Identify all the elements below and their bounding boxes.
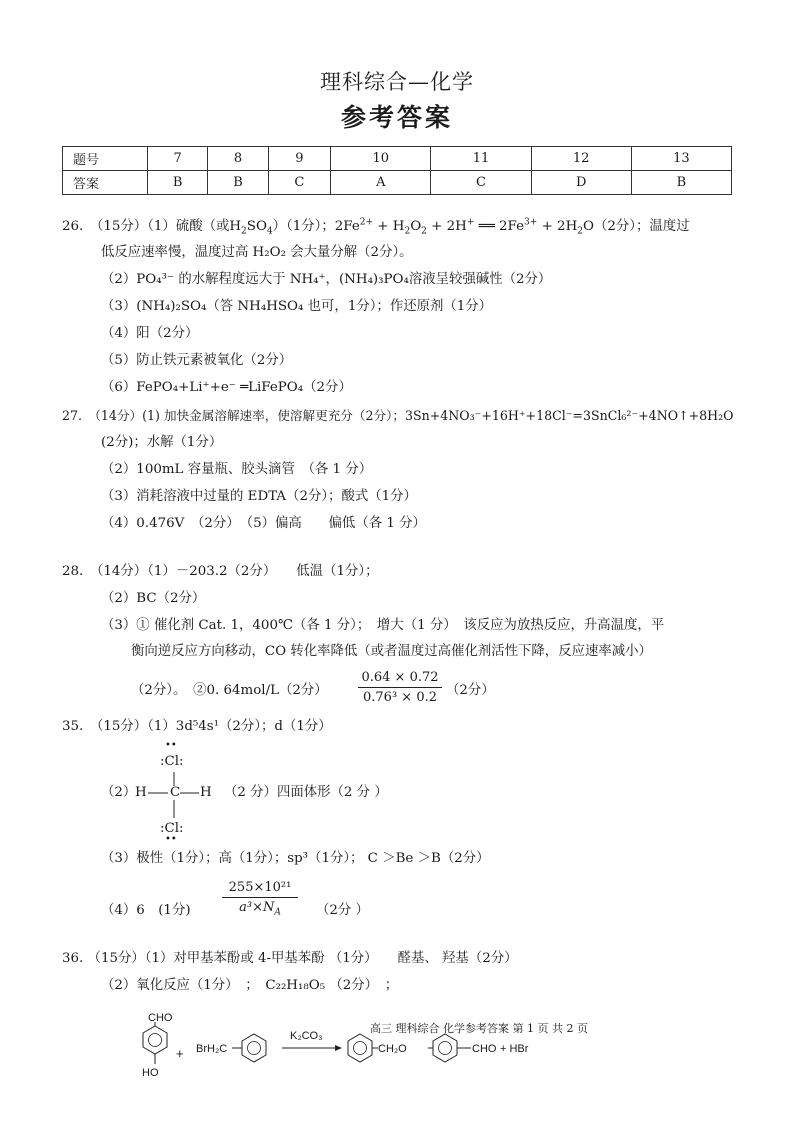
q28-line-2: （2）BC（2分） bbox=[101, 591, 206, 606]
q27-line-1: 27. （14分）(1) 加快金属溶解速率，使溶解更充分（2分）；3Sn+4NO₃⁻+16H⁺+18Cl⁻=3SnCl₆²⁻+4NO↑+8H₂O bbox=[62, 408, 734, 423]
q28-line-3: （3）① 催化剂 Cat. 1，400℃（各 1 分）； 增大（1 分） 该反应为放热反应，升高温度，平 bbox=[101, 618, 665, 633]
question-number: 7 bbox=[148, 147, 208, 171]
question-number: 13 bbox=[631, 147, 731, 171]
structure-cl-bottom: :Cl: bbox=[160, 821, 184, 836]
fraction-denominator: $a^3\times N_A$ bbox=[239, 900, 281, 918]
q35-line-4-end: （2分 ） bbox=[316, 903, 369, 918]
answer-cell: B bbox=[208, 171, 268, 195]
structure-h-left: H bbox=[135, 785, 147, 800]
byproduct-label: + HBr bbox=[500, 1043, 529, 1055]
q26-line-6: （5）防止铁元素被氧化（2分） bbox=[101, 353, 293, 368]
page-title: 理科综合—化学 bbox=[320, 70, 474, 94]
q36-line-2: （2）氧化反应（1分） ； C₂₂H₁₈O₅ （2分） ； bbox=[101, 978, 399, 993]
answer-cell: D bbox=[531, 171, 631, 195]
question-number: 9 bbox=[268, 147, 331, 171]
question-number: 11 bbox=[431, 147, 531, 171]
structure-bonds bbox=[145, 768, 205, 824]
page-footer: 高三 理科综合 化学参考答案 第 1 页 共 2 页 bbox=[370, 1022, 588, 1035]
product-cho-label: CHO bbox=[472, 1043, 497, 1055]
q26-line-1: 26. （15分）（1）硫酸（或$H_2SO_4)(1$分）；$2Fe^{2+} + H_2O_2 + 2H^+$ ══ $2Fe^{3+} + 2H_2O(2$分）；温度过 bbox=[62, 217, 690, 237]
q28-line-5-end: （2分） bbox=[446, 683, 495, 698]
fraction-numerator: 0.64 × 0.72 bbox=[361, 670, 439, 685]
fraction-numerator: 255×10²¹ bbox=[228, 880, 292, 895]
q28-line-4: 衡向逆反应方向移动，CO 转化率降低（或者温度过高催化剂活性下降，反应速率减小） bbox=[131, 644, 652, 659]
answer-cell: B bbox=[148, 171, 208, 195]
fraction-bar bbox=[222, 897, 298, 898]
answer-cell: A bbox=[331, 171, 431, 195]
reactant-cho-label: CHO bbox=[148, 1012, 173, 1024]
lone-pair-dots: •• bbox=[165, 740, 177, 751]
q35-line-2-text: （2 分）四面体形（2 分 ） bbox=[224, 785, 388, 800]
q35-line-4-label: （4）6 (1分) bbox=[101, 903, 191, 918]
q35-line-2-label: （2） bbox=[101, 785, 137, 800]
row-header: 题号 bbox=[63, 147, 148, 171]
plus-sign: + bbox=[176, 1046, 184, 1061]
q36-line-1: 36. （15分）（1）对甲基苯酚或 4-甲基苯酚 （1分） 醛基、 羟基（2分） bbox=[62, 951, 518, 966]
q28-line-1: 28. （14分）（1）－203.2（2分） 低温（1分）； bbox=[62, 564, 379, 579]
structure-h-right: H bbox=[200, 785, 212, 800]
page-subtitle: 参考答案 bbox=[340, 103, 453, 132]
question-number: 12 bbox=[531, 147, 631, 171]
q35-fraction bbox=[222, 880, 298, 918]
structure-c: C bbox=[170, 785, 181, 800]
product-ch2o-label: CH₂O bbox=[378, 1043, 407, 1055]
q26-line-3: （2）PO₄³⁻ 的水解程度远大于 NH₄⁺，(NH₄)₃PO₄溶液呈较强碱性（2分） bbox=[101, 272, 552, 287]
fraction-denominator: 0.76³ × 0.2 bbox=[363, 690, 437, 705]
answer-cell: C bbox=[431, 171, 531, 195]
q27-line-5: （4）0.476V （2分） （5）偏高 偏低（各 1 分） bbox=[101, 516, 426, 531]
answer-table bbox=[62, 146, 732, 195]
table-row bbox=[63, 171, 732, 195]
answer-cell: C bbox=[268, 171, 331, 195]
reagent-brh2c-label: BrH₂C bbox=[196, 1043, 228, 1055]
reactant-ho-label: HO bbox=[142, 1067, 159, 1079]
question-number: 8 bbox=[208, 147, 268, 171]
fraction-bar bbox=[358, 687, 442, 688]
q26-line-7: （6）FePO₄+Li⁺+e⁻ ═LiFePO₄（2分） bbox=[101, 380, 352, 395]
lone-pair-dots: •• bbox=[165, 834, 177, 845]
q28-line-5: （2分）。 ②0. 64mol/L（2分） bbox=[131, 683, 328, 698]
q27-line-4: （3）消耗溶液中过量的 EDTA（2分）；酸式（1分） bbox=[101, 489, 417, 504]
q35-line-3: （3）极性（1分）；高（1分）；sp³（1分）； C ＞Be ＞B（2分） bbox=[101, 851, 490, 866]
q26-line-4: （3）(NH₄)₂SO₄（答 NH₄HSO₄ 也可，1分）；作还原剂（1分） bbox=[101, 299, 493, 314]
q26-line-2: 低反应速率慢，温度过高 H₂O₂ 会大量分解（2分）。 bbox=[101, 245, 413, 260]
catalyst-label: K₂CO₃ bbox=[290, 1030, 323, 1042]
answer-cell: B bbox=[631, 171, 731, 195]
q27-line-2: (2分)；水解（1分） bbox=[101, 435, 223, 450]
row-header: 答案 bbox=[63, 171, 148, 195]
q26-line-5: （4）阳（2分） bbox=[101, 326, 199, 341]
q35-line-1: 35. （15分）（1）3d⁵4s¹（2分）；d（1分） bbox=[62, 719, 332, 734]
structure-cl-top: :Cl: bbox=[160, 754, 184, 769]
q28-fraction bbox=[358, 670, 442, 705]
table-row bbox=[63, 147, 732, 171]
q27-line-3: （2）100mL 容量瓶、胶头滴管 （各 1 分） bbox=[101, 462, 373, 477]
question-number: 10 bbox=[331, 147, 431, 171]
